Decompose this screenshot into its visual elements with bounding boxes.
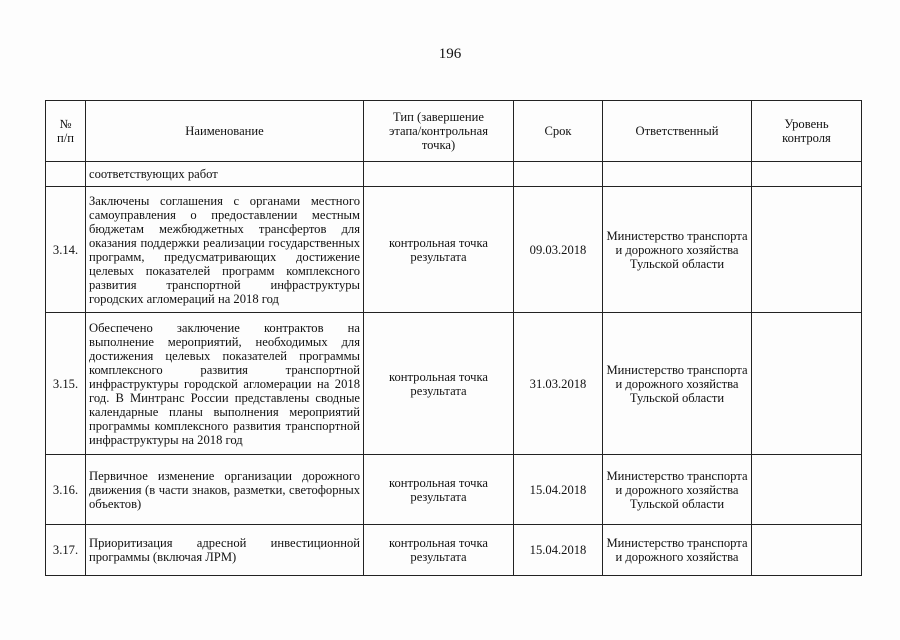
- table-row: [46, 525, 862, 576]
- cell-level: [752, 455, 862, 525]
- control-points-table: [45, 100, 862, 576]
- cell-level: [752, 313, 862, 455]
- header-date: Срок: [514, 101, 603, 162]
- table-row: [46, 187, 862, 313]
- cell-level: [752, 525, 862, 576]
- cell-date: [514, 162, 603, 187]
- cell-responsible: Министерство транспорта и дорожного хозяйства Тульской области: [603, 455, 752, 525]
- cell-level: [752, 162, 862, 187]
- cell-level: [752, 187, 862, 313]
- cell-num: 3.14.: [46, 187, 86, 313]
- cell-num: 3.15.: [46, 313, 86, 455]
- cell-date: 15.04.2018: [514, 525, 603, 576]
- cell-name: Первичное изменение организации дорожного движения (в части знаков, разметки, светофорных объектов): [86, 455, 364, 525]
- cell-name: Заключены соглашения с органами местного самоуправления о предоставлении местным бюджетам межбюджетных трансфертов для оказания поддержки реализации государственных программ, предусматривающих достижение целевых показателей программ комплексного развития транспортной инфраструктуры городских агломераций на 2018 год: [86, 187, 364, 313]
- header-name: Наименование: [86, 101, 364, 162]
- cell-responsible: Министерство транспорта и дорожного хозяйства: [603, 525, 752, 576]
- cell-type: контрольная точка результата: [364, 455, 514, 525]
- table-row: [46, 455, 862, 525]
- header-level: Уровень контроля: [752, 101, 862, 162]
- cell-date: 31.03.2018: [514, 313, 603, 455]
- cell-type: [364, 162, 514, 187]
- header-num: № п/п: [46, 101, 86, 162]
- cell-num: 3.16.: [46, 455, 86, 525]
- cell-name: Обеспечено заключение контрактов на выполнение мероприятий, необходимых для достижения целевых показателей программы комплексного развития транспортной инфраструктуры городской агломерации на 2018 год. В Минтранс России представлены сводные календарные планы выполнения мероприятий программы комплексного развития транспортной инфраструктуры на 2018 год: [86, 313, 364, 455]
- cell-date: 15.04.2018: [514, 455, 603, 525]
- cell-num: [46, 162, 86, 187]
- page-number: 196: [438, 46, 462, 62]
- cell-num: 3.17.: [46, 525, 86, 576]
- cell-responsible: Министерство транспорта и дорожного хозяйства Тульской области: [603, 187, 752, 313]
- cell-type: контрольная точка результата: [364, 525, 514, 576]
- table-row: [46, 313, 862, 455]
- cell-name: Приоритизация адресной инвестиционной программы (включая ЛРМ): [86, 525, 364, 576]
- table-row-continuation: [46, 162, 862, 187]
- cell-responsible: Министерство транспорта и дорожного хозяйства Тульской области: [603, 313, 752, 455]
- cell-type: контрольная точка результата: [364, 187, 514, 313]
- header-type: Тип (завершение этапа/контрольная точка): [364, 101, 514, 162]
- cell-date: 09.03.2018: [514, 187, 603, 313]
- cell-type: контрольная точка результата: [364, 313, 514, 455]
- cell-responsible: [603, 162, 752, 187]
- table-header-row: [46, 101, 862, 162]
- cell-name: соответствующих работ: [86, 162, 364, 187]
- header-responsible: Ответственный: [603, 101, 752, 162]
